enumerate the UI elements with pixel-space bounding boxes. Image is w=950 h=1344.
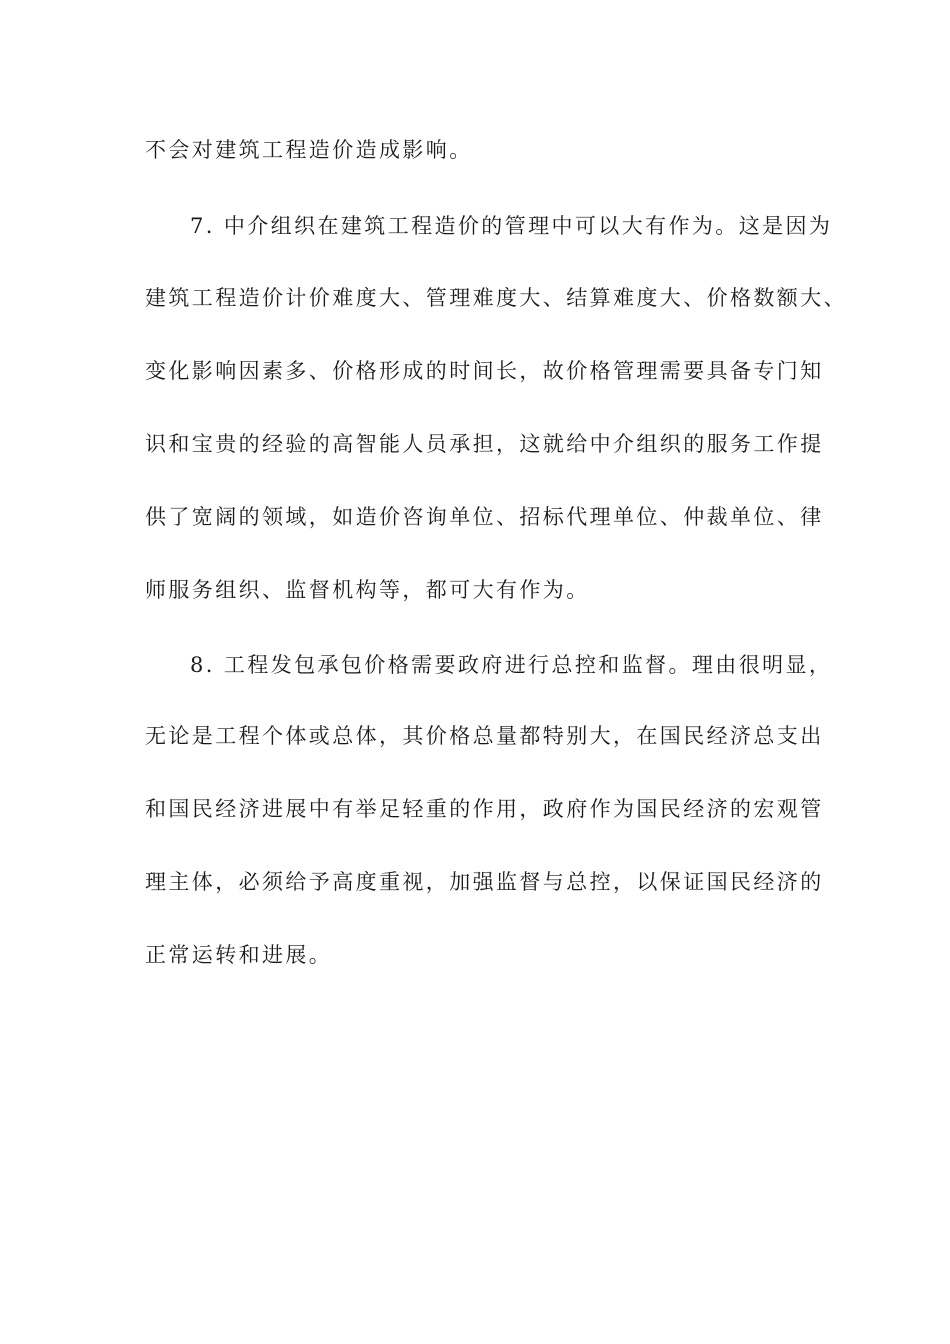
text-line-3: 建筑工程造价计价难度大、管理难度大、结算难度大、价格数额大、 <box>145 286 847 310</box>
text-line-11: 理主体，必须给予高度重视，加强监督与总控，以保证国民经济的 <box>145 870 824 894</box>
text-line-1: 不会对建筑工程造价造成影响。 <box>145 138 473 162</box>
text-line-12: 正常运转和进展。 <box>145 943 333 967</box>
text-line-6: 供了宽阔的领域，如造价咨询单位、招标代理单位、仲裁单位、律 <box>145 505 824 529</box>
text-line-5: 识和宝贵的经验的高智能人员承担，这就给中介组织的服务工作提 <box>145 432 824 456</box>
text-line-9: 无论是工程个体或总体，其价格总量都特别大，在国民经济总支出 <box>145 724 824 748</box>
text-line-7: 师服务组织、监督机构等，都可大有作为。 <box>145 578 590 602</box>
paragraph-8-start: 8. 工程发包承包价格需要政府进行总控和监督。理由很明显， <box>190 653 833 677</box>
text-line-4: 变化影响因素多、价格形成的时间长，故价格管理需要具备专门知 <box>145 359 824 383</box>
paragraph-7-start: 7. 中介组织在建筑工程造价的管理中可以大有作为。这是因为 <box>190 214 833 238</box>
text-line-10: 和国民经济进展中有举足轻重的作用，政府作为国民经济的宏观管 <box>145 797 824 821</box>
